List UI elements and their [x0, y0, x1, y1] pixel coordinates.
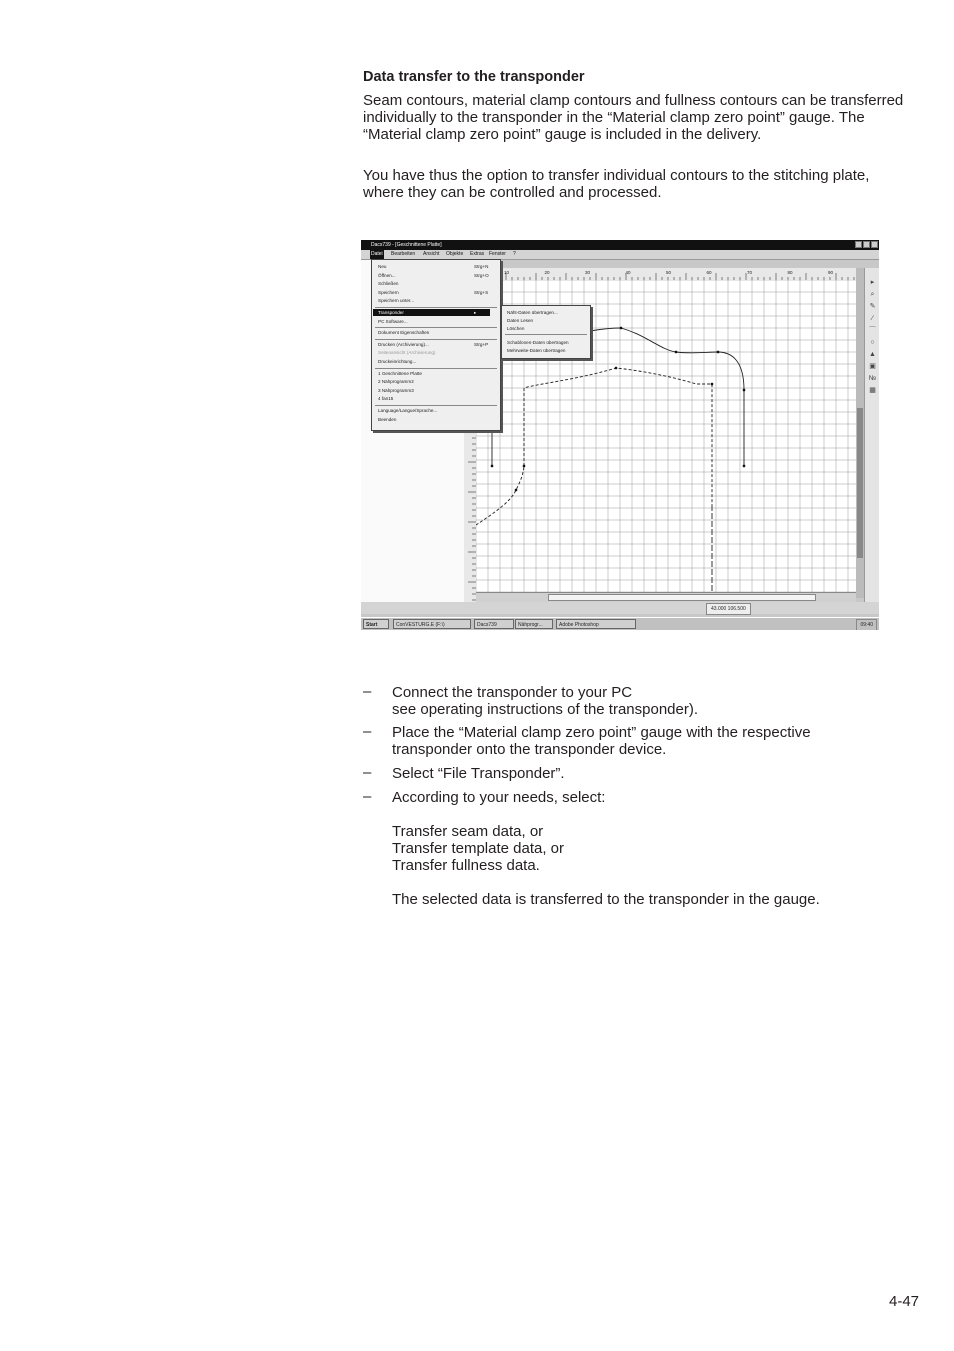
step-text: [392, 724, 912, 758]
page-number: 4-47: [889, 1293, 920, 1310]
step-line: Connect the transponder to your PC: [392, 684, 633, 701]
ruler-label: 50: [666, 270, 672, 275]
contour-point: [491, 465, 493, 467]
horizontal-scrollbar[interactable]: [476, 592, 856, 602]
pointer-icon[interactable]: ▸: [870, 279, 875, 286]
menu-view[interactable]: Ansicht: [423, 251, 440, 257]
options-list: [392, 823, 912, 874]
option-item: Transfer seam data, or: [392, 823, 544, 840]
step-line: Select “File Transponder”.: [392, 765, 565, 782]
maximize-icon[interactable]: [863, 241, 870, 248]
ruler-label: 20: [544, 270, 550, 275]
file-menu-item[interactable]: 4 fan15: [378, 396, 394, 402]
file-menu-item[interactable]: 3 Nähprogramm3: [378, 387, 414, 393]
submenu-item[interactable]: Mehrweite-Daten übertragen: [507, 348, 566, 353]
menu-separator: [375, 327, 497, 328]
intro-paragraph-1: Seam contours, material clamp contours and fullness contours can be transferred individually to the transponder in the “Material clamp zero point” gauge. The “Material clamp zero point” gauge is included in the delivery.: [363, 92, 904, 143]
contour-point: [743, 465, 745, 467]
fill-tool-icon[interactable]: ▲: [869, 351, 876, 358]
ruler-label: 80: [787, 270, 793, 275]
file-menu-item[interactable]: Seitenansicht (Archivierung): [378, 350, 436, 356]
circle-tool-icon[interactable]: ○: [870, 339, 875, 346]
menu-file[interactable]: Datei: [371, 251, 383, 257]
submenu-item[interactable]: Schablonen-Daten übertragen: [507, 340, 569, 345]
scroll-thumb[interactable]: [548, 594, 816, 601]
line-tool-icon[interactable]: ∕: [871, 315, 874, 322]
contour-point: [717, 351, 719, 353]
menu-edit[interactable]: Bearbeiten: [391, 251, 416, 257]
file-menu-shortcut: Strg+P: [474, 341, 489, 347]
grid-tool-icon[interactable]: ▦: [869, 387, 876, 394]
transponder-submenu: [501, 305, 591, 359]
file-menu-item[interactable]: Schließen: [378, 281, 399, 287]
file-menu-dropdown: [371, 259, 501, 431]
zoom-icon[interactable]: ⌕: [870, 291, 875, 298]
file-menu-shortcut: ▸: [474, 310, 477, 315]
clamp-tool-icon[interactable]: ▣: [869, 363, 876, 370]
ruler-label: 70: [747, 270, 753, 275]
menu-objects[interactable]: Objekte: [446, 251, 464, 257]
tool-palette: [864, 268, 879, 608]
file-menu-item[interactable]: Speichern unter...: [378, 298, 415, 304]
software-screenshot: [361, 240, 879, 630]
step-dash: –: [363, 788, 372, 805]
file-menu-item[interactable]: Dokument Eigenschaften: [378, 330, 430, 336]
contour-point: [615, 367, 617, 369]
contour-point: [515, 489, 517, 491]
file-menu-item[interactable]: 1 Geschnittene Platte: [378, 370, 422, 376]
result-text: The selected data is transferred to the transponder in the gauge.: [392, 891, 820, 908]
file-menu-item[interactable]: 2 Nähprogramm2: [378, 379, 414, 385]
file-menu-item[interactable]: Drucken (Archivierung)...: [378, 341, 429, 347]
step-dash: –: [363, 723, 372, 740]
step-line: transponder onto the transponder device.: [392, 741, 667, 758]
file-menu-shortcut: Strg+O: [474, 272, 489, 278]
window-title: Dacs739 - [Geschnittene Platte]: [371, 242, 442, 248]
ruler-label: 90: [828, 270, 834, 275]
coordinates-readout: 43.000 106.500: [706, 603, 751, 615]
taskbar: [361, 617, 879, 630]
taskbar-item[interactable]: Dacs739: [474, 619, 514, 629]
start-button[interactable]: Start: [363, 619, 389, 629]
submenu-item[interactable]: Daten Lesen: [507, 318, 534, 323]
minimize-icon[interactable]: [855, 241, 862, 248]
step-line: Place the “Material clamp zero point” gauge with the respective: [392, 724, 811, 741]
taskbar-item[interactable]: Nähprogr...: [515, 619, 553, 629]
menu-separator: [375, 307, 497, 308]
template-contour: [524, 368, 712, 505]
menu-separator: [375, 339, 497, 340]
taskbar-item[interactable]: Adobe Photoshop: [556, 619, 636, 629]
step-line: see operating instructions of the transponder).: [392, 701, 699, 718]
ruler-label: 30: [585, 270, 591, 275]
arc-tool-icon[interactable]: ⌒: [869, 327, 876, 334]
text-tool-icon[interactable]: №: [868, 375, 877, 382]
step-text: [392, 789, 912, 806]
pencil-icon[interactable]: ✎: [869, 303, 876, 310]
step-dash: –: [363, 683, 372, 700]
ruler-label: 60: [706, 270, 712, 275]
contour-point: [743, 389, 745, 391]
submenu-item[interactable]: Löschen: [507, 326, 525, 331]
window-title-bar: [361, 240, 879, 250]
status-bar: [361, 602, 879, 614]
menu-separator: [375, 405, 497, 406]
step-text: [392, 765, 912, 782]
contour-point: [620, 327, 622, 329]
file-menu-item[interactable]: Transponder: [373, 309, 490, 316]
ruler-label: 40: [625, 270, 631, 275]
ruler-label: 10: [504, 270, 510, 275]
step-line: According to your needs, select:: [392, 789, 606, 806]
vertical-scrollbar[interactable]: [856, 268, 864, 598]
option-item: Transfer fullness data.: [392, 857, 540, 874]
contour-point: [675, 351, 677, 353]
file-menu-item[interactable]: Öffnen...: [378, 272, 396, 278]
contour-point: [523, 465, 525, 467]
section-heading: Data transfer to the transponder: [363, 69, 585, 85]
file-menu-item[interactable]: Druckeinrichtung...: [378, 359, 417, 364]
step-text: [392, 684, 912, 718]
taskbar-clock: 09:40: [856, 619, 877, 630]
file-menu-item[interactable]: Language/Langue/Sprache...: [378, 408, 438, 413]
file-menu-item[interactable]: Speichern: [378, 289, 399, 295]
menu-separator: [505, 334, 587, 335]
submenu-item[interactable]: Näht-Daten übertragen...: [507, 310, 558, 315]
file-menu-shortcut: Strg+N: [474, 264, 489, 269]
intro-paragraph-2: You have thus the option to transfer individual contours to the stitching plate, where they can be controlled and processed.: [363, 167, 870, 201]
contour-point: [711, 383, 713, 385]
file-menu-item[interactable]: Neu: [378, 264, 387, 269]
step-dash: –: [363, 764, 372, 781]
option-item: Transfer template data, or: [392, 840, 565, 857]
menu-extras[interactable]: Extras: [470, 251, 485, 257]
close-icon[interactable]: [871, 241, 878, 248]
menu-separator: [375, 368, 497, 369]
scroll-thumb[interactable]: [857, 408, 863, 558]
file-menu-item[interactable]: Beenden: [378, 416, 397, 422]
menu-help[interactable]: ?: [513, 251, 516, 257]
taskbar-item[interactable]: ConVESTURG.E (F:\): [393, 619, 471, 629]
file-menu-item[interactable]: PC Software...: [378, 318, 408, 324]
menu-window[interactable]: Fenster: [489, 251, 506, 257]
file-menu-shortcut: Strg+S: [474, 289, 489, 295]
